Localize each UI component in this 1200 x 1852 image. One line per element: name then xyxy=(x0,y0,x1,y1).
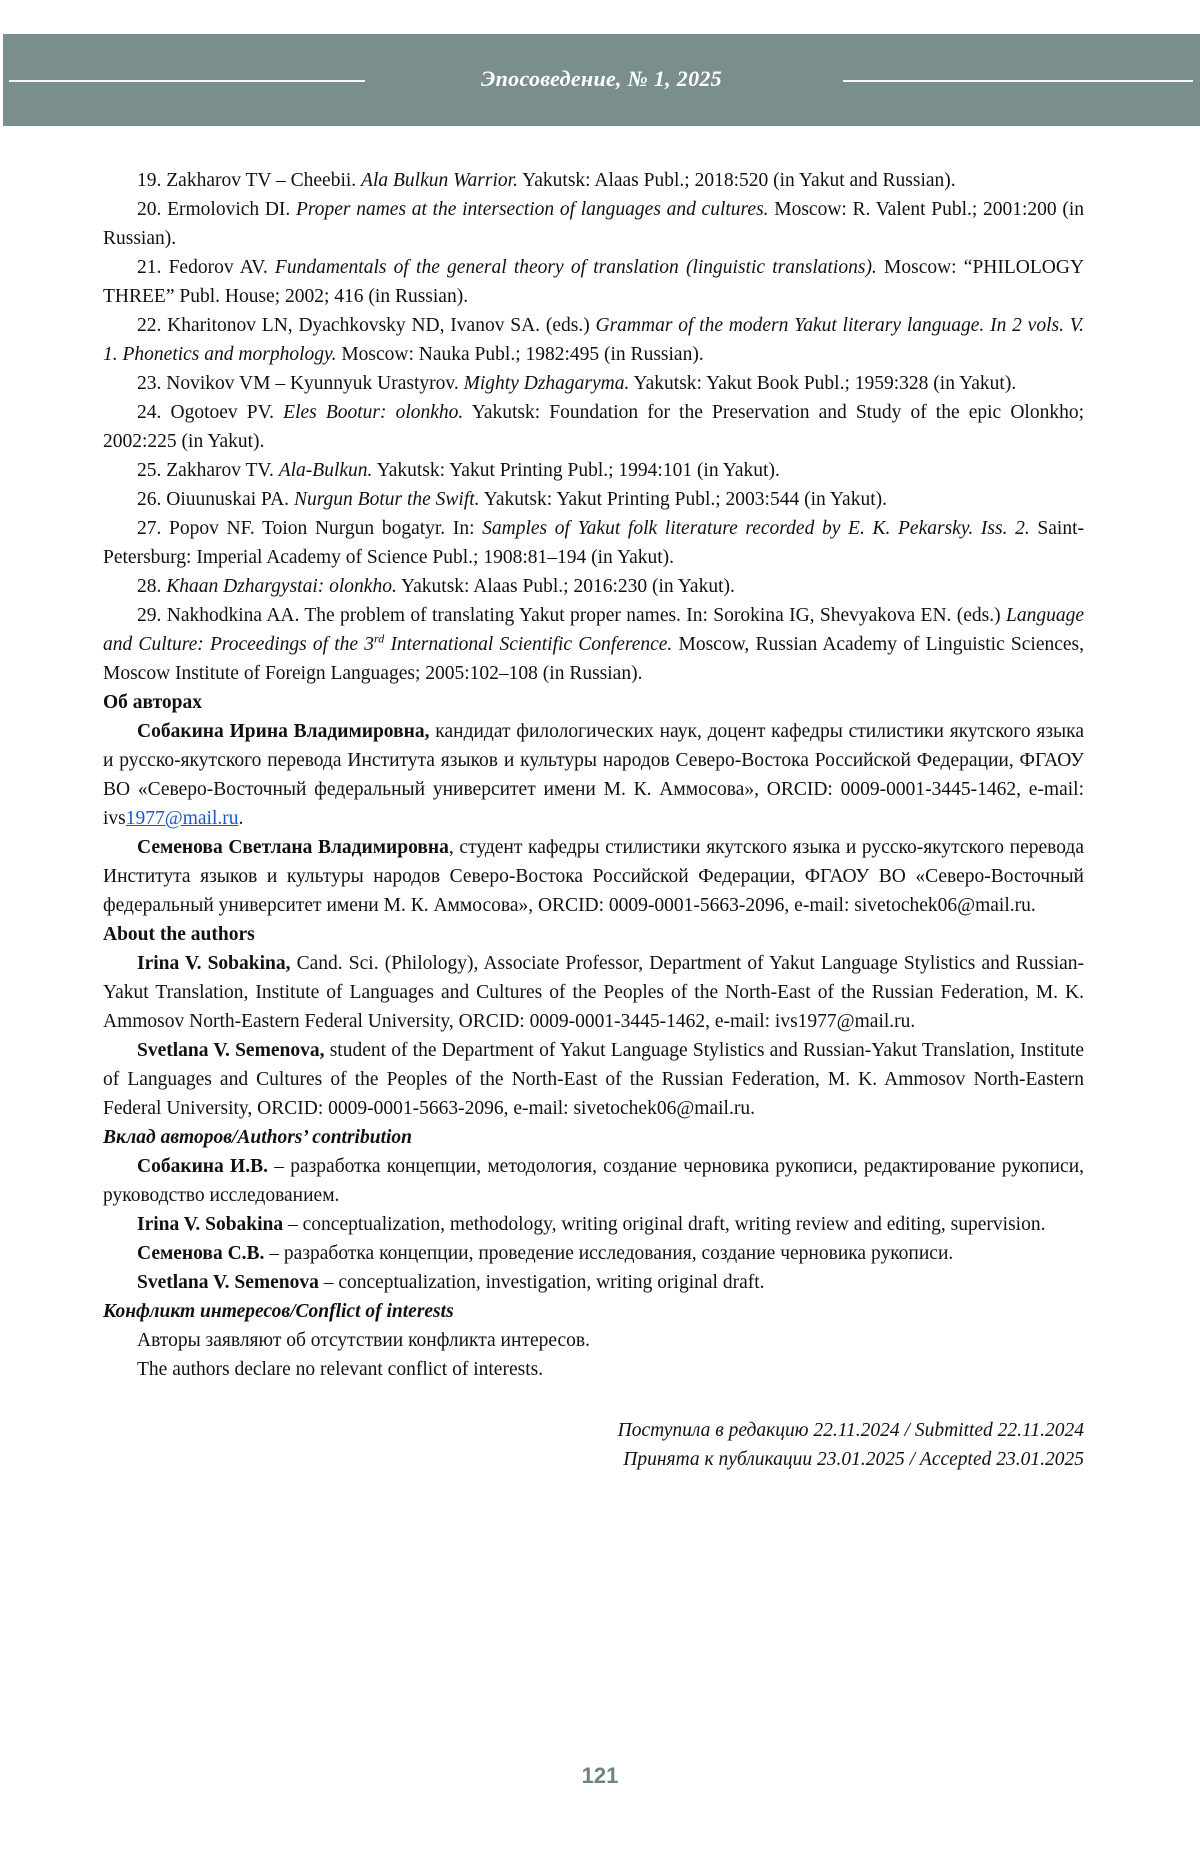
reference-item: 23. Novikov VM – Kyunnyuk Urastyrov. Mighty Dzhagaryma. Yakutsk: Yakut Book Publ.; 1959:328 (in Yakut). xyxy=(137,373,1017,394)
reference-list xyxy=(103,166,1084,688)
about-authors-en-heading: About the authors xyxy=(103,924,255,945)
reference-item: 25. Zakharov TV. Ala-Bulkun. Yakutsk: Yakut Printing Publ.; 1994:101 (in Yakut). xyxy=(137,460,780,481)
contribution-item: Семенова С.В. – разработка концепции, проведение исследования, создание черновика рукописи. xyxy=(137,1243,954,1264)
accepted-date: Принята к публикации 23.01.2025 / Accepted 23.01.2025 xyxy=(623,1449,1084,1470)
reference-item: 28. Khaan Dzhargystai: olonkho. Yakutsk: Alaas Publ.; 2016:230 (in Yakut). xyxy=(137,576,735,597)
contribution-item: Собакина И.В. – разработка концепции, методология, создание черновика рукописи, редактирование рукописи, руководство исследованием. xyxy=(103,1156,1085,1206)
reference-item: 21. Fedorov AV. Fundamentals of the general theory of translation (linguistic translations). Moscow: “PHILOLOGY THREE” Publ. House; 2002; 416 (in Russian). xyxy=(103,257,1085,307)
conflict-statement-ru: Авторы заявляют об отсутствии конфликта интересов. xyxy=(137,1330,590,1351)
reference-item: 20. Ermolovich DI. Proper names at the intersection of languages and cultures. Moscow: R. Valent Publ.; 2001:200 (in Russian). xyxy=(103,199,1085,249)
page-content xyxy=(103,166,1084,1474)
journal-title: Эпосоведение, № 1, 2025 xyxy=(481,66,722,91)
author-bio-en: Irina V. Sobakina, Cand. Sci. (Philology), Associate Professor, Department of Yakut Language Stylistics and Russian-Yakut Translation, Institute of Languages and Cultures of the Peoples of the North-East of the Russian Federation, M. K. Ammosov North-Eastern Federal University, ORCID: 0009-0001-3445-1462, e-mail: ivs1977@mail.ru. xyxy=(103,953,1085,1032)
reference-item: 26. Oiuunuskai PA. Nurgun Botur the Swift. Yakutsk: Yakut Printing Publ.; 2003:544 (in Yakut). xyxy=(137,489,887,510)
about-authors-ru-heading: Об авторах xyxy=(103,692,203,713)
reference-item: 27. Popov NF. Toion Nurgun bogatyr. In: Samples of Yakut folk literature recorded by E. K. Pekarsky. Iss. 2. Saint-Petersburg: Imperial Academy of Science Publ.; 1908:81–194 (in Yakut). xyxy=(103,518,1084,568)
author-email-link[interactable]: 1977@mail.ru xyxy=(125,808,239,829)
page-number: 121 xyxy=(581,1763,619,1788)
reference-item: 29. Nakhodkina AA. The problem of translating Yakut proper names. In: Sorokina IG, Shevyakova EN. (eds.) Language and Culture: Proceedings of the 3rd International Scientific Conference. Moscow, Russian Academy of Linguistic Sciences, Moscow Institute of Foreign Languages; 2005:102–108 (in Russian). xyxy=(103,605,1085,684)
conflict-heading: Конфликт интересов/Conflict of interests xyxy=(103,1301,454,1322)
submitted-date: Поступила в редакцию 22.11.2024 / Submitted 22.11.2024 xyxy=(617,1420,1084,1441)
reference-item: 24. Ogotoev PV. Eles Bootur: olonkho. Yakutsk: Foundation for the Preservation and Study of the epic Olonkho; 2002:225 (in Yakut). xyxy=(103,402,1084,452)
contribution-heading: Вклад авторов/Authors’ contribution xyxy=(103,1127,413,1148)
reference-item: 19. Zakharov TV – Cheebii. Ala Bulkun Warrior. Yakutsk: Alaas Publ.; 2018:520 (in Yakut and Russian). xyxy=(137,170,956,191)
article-dates xyxy=(103,1416,1084,1474)
contribution-item: Irina V. Sobakina – conceptualization, methodology, writing original draft, writing review and editing, supervision. xyxy=(137,1214,1046,1235)
journal-header-bar xyxy=(3,34,1200,126)
reference-item: 22. Kharitonov LN, Dyachkovsky ND, Ivanov SA. (eds.) Grammar of the modern Yakut literary language. In 2 vols. V. 1. Phonetics and morphology. Moscow: Nauka Publ.; 1982:495 (in Russian). xyxy=(103,315,1085,365)
conflict-statement-en: The authors declare no relevant conflict of interests. xyxy=(137,1359,544,1380)
author-bio-en: Svetlana V. Semenova, student of the Department of Yakut Language Stylistics and Russian-Yakut Translation, Institute of Languages and Cultures of the Peoples of the North-East of the Russian Federation, M. K. Ammosov North-Eastern Federal University, ORCID: 0009-0001-5663-2096, e-mail: sivetochek06@mail.ru. xyxy=(103,1040,1085,1119)
contribution-item: Svetlana V. Semenova – conceptualization, investigation, writing original draft. xyxy=(137,1272,765,1293)
author-bio-ru: Собакина Ирина Владимировна, кандидат филологических наук, доцент кафедры стилистики якутского языка и русско-якутского перевода Института языков и культуры народов Северо-Востока Российской Федерации, ФГАОУ ВО «Северо-Восточный федеральный университет имени М. К. Аммосова», ORCID: 0009-0001-3445-1462, e-mail: ivs1977@mail.ru. xyxy=(103,721,1084,829)
header-rule-right xyxy=(843,80,1193,82)
author-bio-ru: Семенова Светлана Владимировна, студент кафедры стилистики якутского языка и русско-якутского перевода Института языков и культуры народов Северо-Востока Российской Федерации, ФГАОУ ВО «Северо-Восточный федеральный университет имени М. К. Аммосова», ORCID: 0009-0001-5663-2096, e-mail: sivetochek06@mail.ru. xyxy=(103,837,1085,916)
